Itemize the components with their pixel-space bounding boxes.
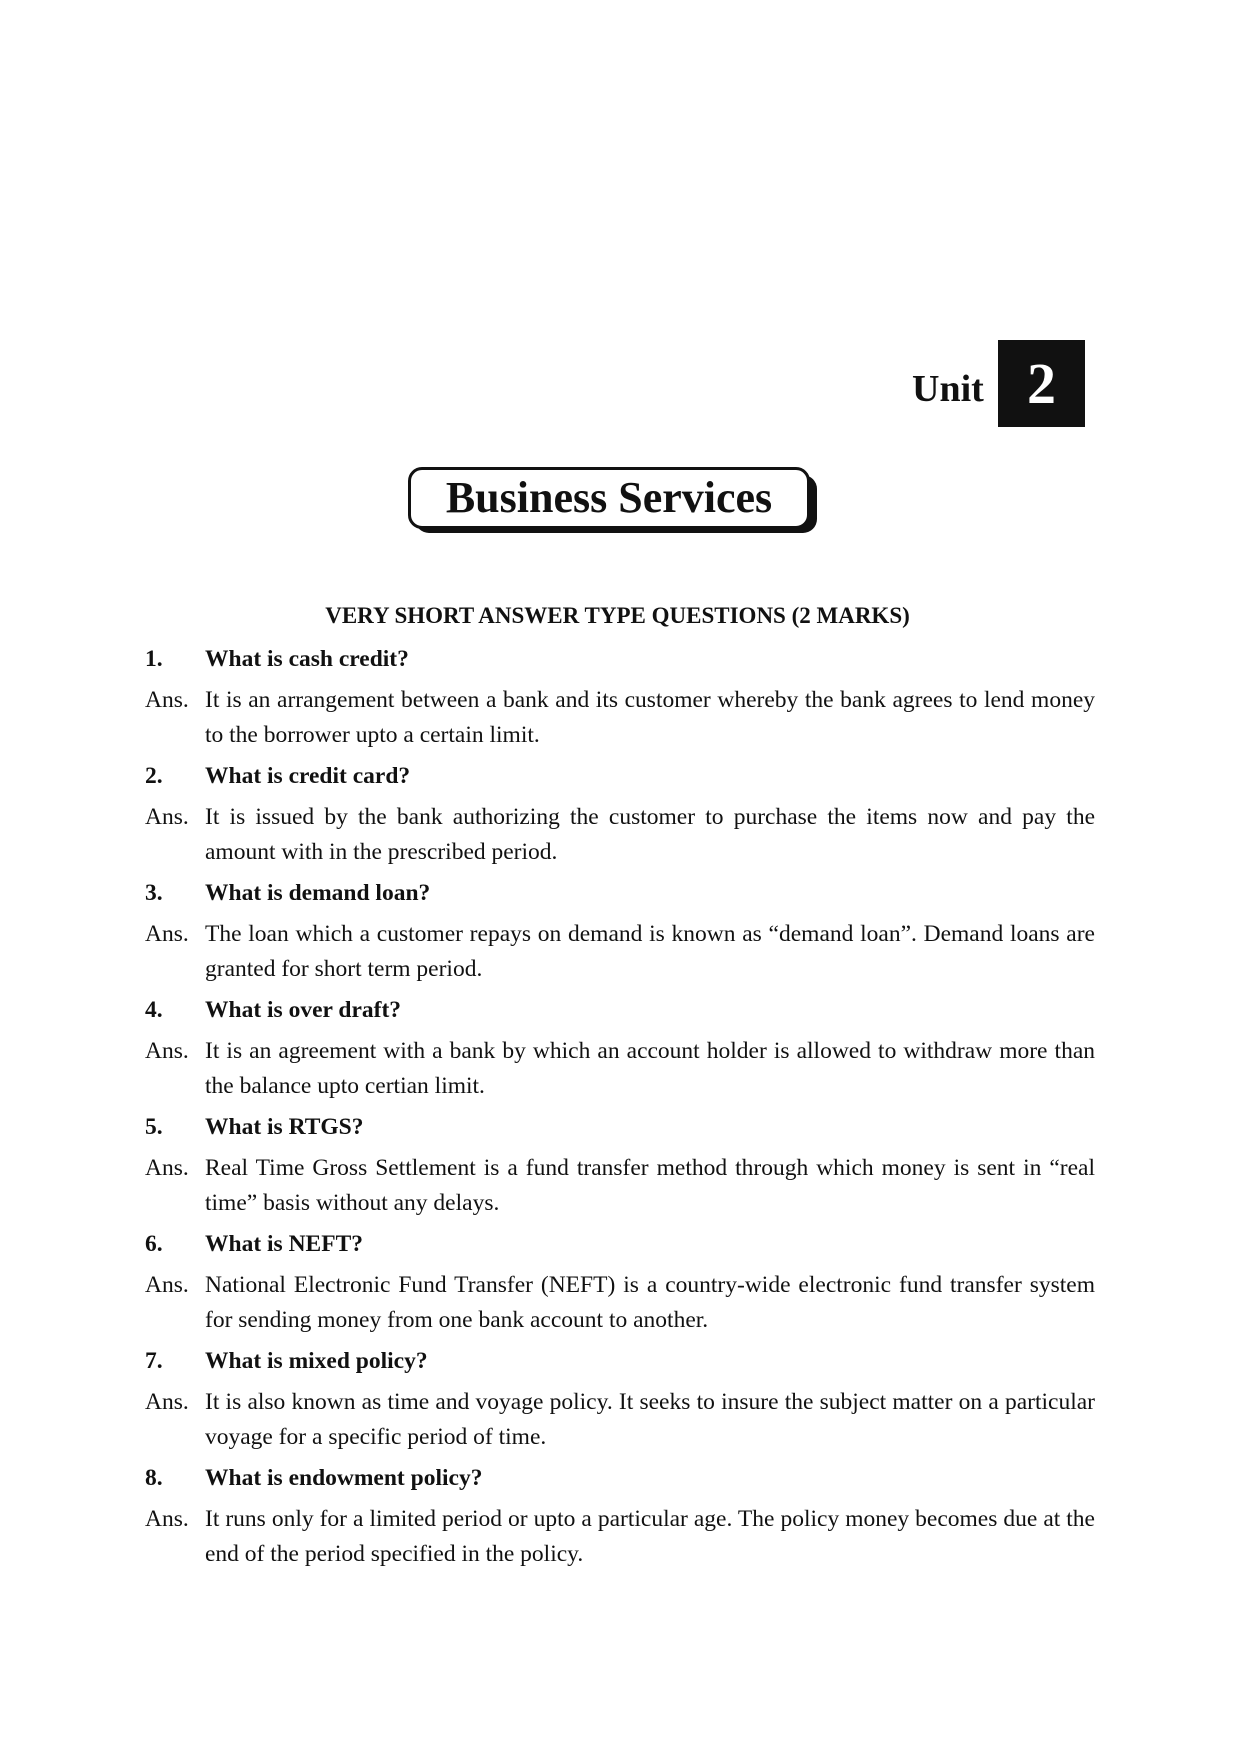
qa-item (145, 1461, 1095, 1572)
question-row (145, 1344, 1095, 1379)
answer-text: It is issued by the bank authorizing the customer to purchase the items now and pay the amount with in the prescribed period. (205, 804, 1095, 865)
title-box (408, 467, 810, 529)
qa-item (145, 876, 1095, 987)
answer-row (145, 1502, 1095, 1572)
answer-label: Ans. (145, 1155, 189, 1181)
answer-text: The loan which a customer repays on demand is known as “demand loan”. Demand loans are granted for short term period. (205, 921, 1095, 982)
answer-text: It runs only for a limited period or upto a particular age. The policy money becomes due at the end of the period specified in the policy. (205, 1506, 1095, 1567)
question-text: What is mixed policy? (205, 1348, 428, 1374)
qa-item (145, 1344, 1095, 1455)
answer-row (145, 1151, 1095, 1221)
question-text: What is over draft? (205, 997, 402, 1023)
answer-row (145, 1268, 1095, 1338)
answer-text: Real Time Gross Settlement is a fund transfer method through which money is sent in “real time” basis without any delays. (205, 1155, 1095, 1216)
answer-label: Ans. (145, 687, 189, 713)
unit-number-box: 2 (998, 340, 1085, 427)
answer-label: Ans. (145, 1389, 189, 1415)
question-row (145, 993, 1095, 1028)
qa-item (145, 759, 1095, 870)
page-title: Business Services (445, 473, 773, 522)
answer-text: It is an agreement with a bank by which an account holder is allowed to withdraw more than the balance upto certian limit. (205, 1038, 1095, 1099)
answer-row (145, 1034, 1095, 1104)
answer-row (145, 917, 1095, 987)
answer-text: It is also known as time and voyage policy. It seeks to insure the subject matter on a particular voyage for a specific period of time. (205, 1389, 1095, 1450)
question-number: 6. (145, 1231, 163, 1257)
answer-label: Ans. (145, 1506, 189, 1532)
question-row (145, 1110, 1095, 1145)
question-text: What is RTGS? (205, 1114, 364, 1140)
question-number: 3. (145, 880, 163, 906)
question-row (145, 1227, 1095, 1262)
answer-row (145, 683, 1095, 753)
question-row (145, 1461, 1095, 1496)
qa-item (145, 1110, 1095, 1221)
answer-label: Ans. (145, 1038, 189, 1064)
qa-item (145, 1227, 1095, 1338)
answer-text: National Electronic Fund Transfer (NEFT) is a country-wide electronic fund transfer system for sending money from one bank account to another. (205, 1272, 1095, 1333)
question-number: 5. (145, 1114, 163, 1140)
section-heading: VERY SHORT ANSWER TYPE QUESTIONS (2 MARKS) (325, 603, 910, 628)
answer-row (145, 1385, 1095, 1455)
answer-text: It is an arrangement between a bank and its customer whereby the bank agrees to lend money to the borrower upto a certain limit. (205, 687, 1095, 748)
answer-label: Ans. (145, 1272, 189, 1298)
question-row (145, 759, 1095, 794)
question-number: 4. (145, 997, 163, 1023)
question-text: What is cash credit? (205, 646, 409, 672)
unit-label: Unit (912, 368, 984, 410)
question-row (145, 642, 1095, 677)
question-text: What is credit card? (205, 763, 411, 789)
question-number: 8. (145, 1465, 163, 1491)
question-number: 2. (145, 763, 163, 789)
answer-label: Ans. (145, 804, 189, 830)
question-text: What is NEFT? (205, 1231, 363, 1257)
qa-item (145, 993, 1095, 1104)
question-text: What is demand loan? (205, 880, 431, 906)
answer-row (145, 800, 1095, 870)
answer-label: Ans. (145, 921, 189, 947)
question-text: What is endowment policy? (205, 1465, 483, 1491)
question-row (145, 876, 1095, 911)
question-number: 7. (145, 1348, 163, 1374)
question-number: 1. (145, 646, 163, 672)
qa-list (145, 642, 1095, 1578)
qa-item (145, 642, 1095, 753)
